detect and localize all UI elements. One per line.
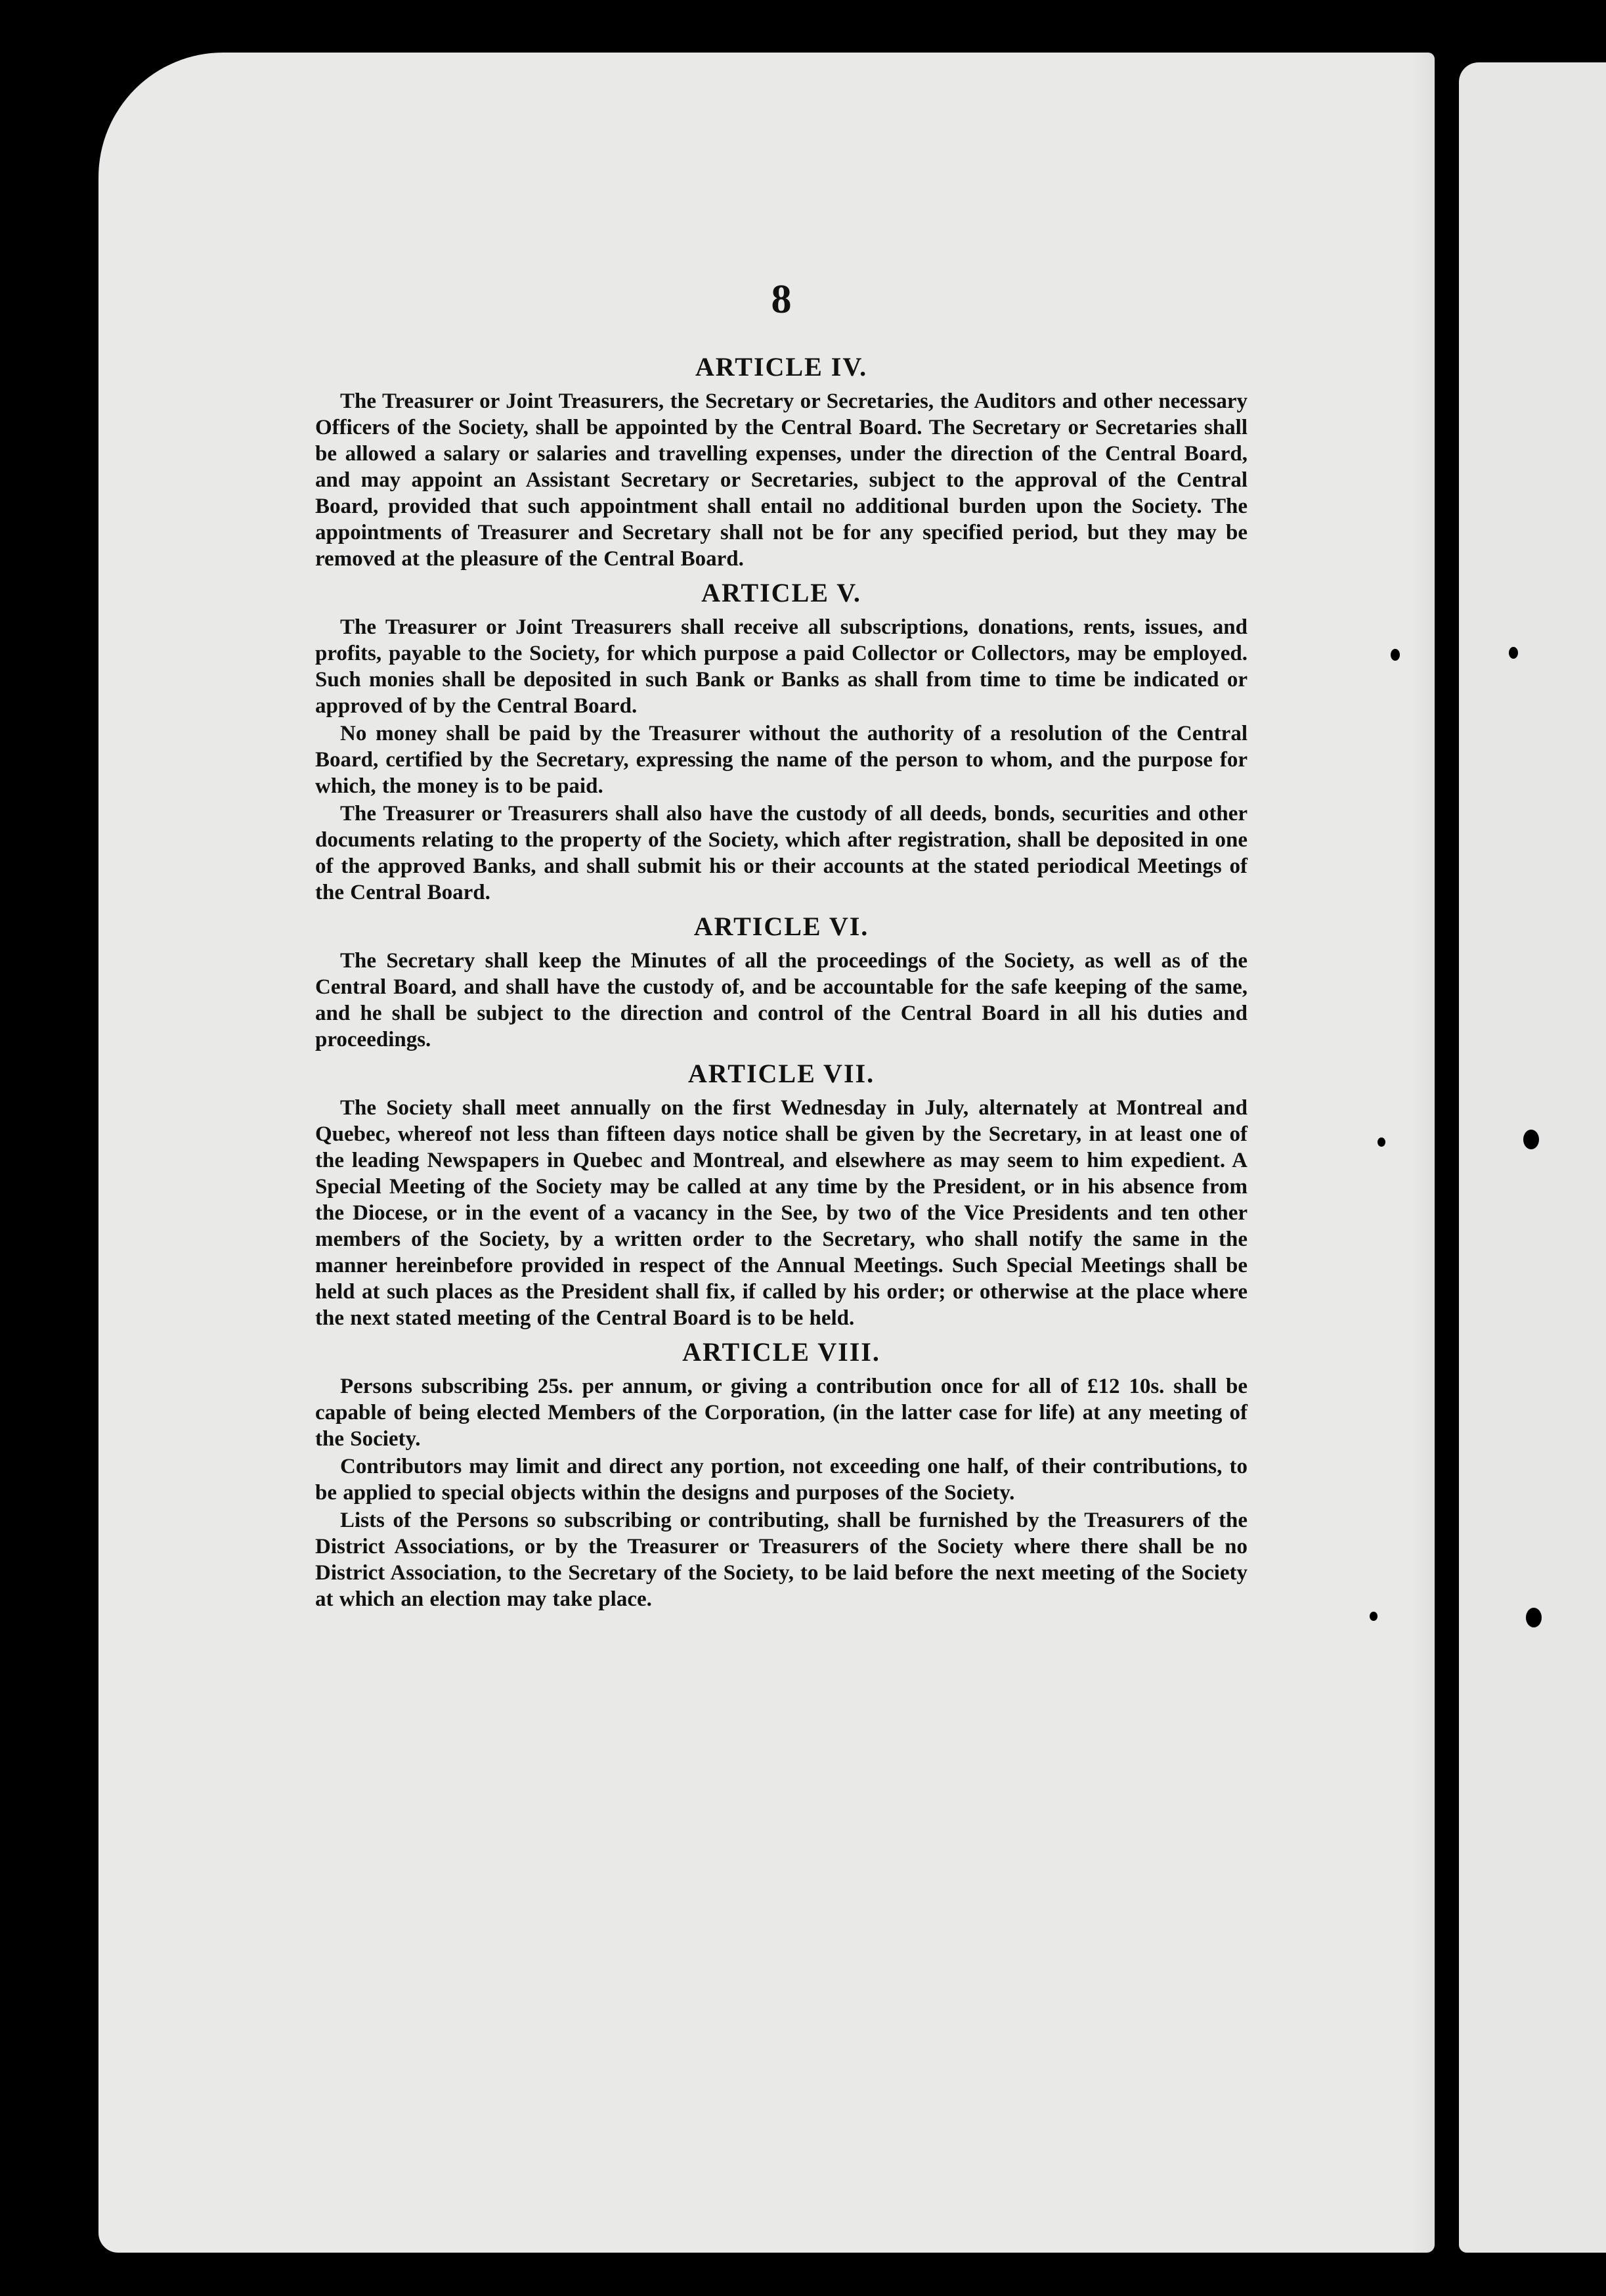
article-paragraph: Lists of the Persons so subscribing or contributing, shall be furnished by the Treasurers of the District Associations, or by the Treasurer or Treasurers of the Society where there shall be no District Association, to the Secretary of the Society, to be laid before the next meeting of the Society at which an election may take place.	[315, 1509, 1248, 1611]
article-heading: ARTICLE VI.	[693, 912, 869, 941]
ink-speck	[1526, 1608, 1542, 1627]
article-7	[315, 1059, 1248, 1331]
article-heading: ARTICLE VIII.	[682, 1337, 880, 1367]
article-paragraph: The Treasurer or Treasurers shall also have the custody of all deeds, bonds, securities and other documents relating to the property of the Society, which after registration, shall be deposited in one of the approved Banks, and shall submit his or their accounts at the stated periodical Meetings of the Central Board.	[315, 802, 1248, 904]
page-number: 8	[771, 277, 792, 322]
article-heading: ARTICLE VII.	[687, 1059, 875, 1088]
article-heading: ARTICLE IV.	[695, 352, 868, 382]
article-heading: ARTICLE V.	[701, 578, 861, 607]
article-paragraph: No money shall be paid by the Treasurer without the authority of a resolution of the Central Board, certified by the Secretary, expressing the name of the person to whom, and the purpose for which, the money is to be paid.	[315, 722, 1248, 798]
ink-speck	[1509, 647, 1518, 659]
ink-speck	[1378, 1137, 1385, 1147]
article-paragraph: Persons subscribing 25s. per annum, or giving a contribution once for all of £12 10s. shall be capable of being elected Members of the Corporation, (in the latter case for life) at any meeting of the Society.	[315, 1375, 1248, 1451]
article-paragraph: The Secretary shall keep the Minutes of all the proceedings of the Society, as well as of the Central Board, and shall have the custody of, and be accountable for the safe keeping of the same, and he shall be subject to the direction and control of the Central Board in all his duties and proceedings.	[315, 949, 1248, 1051]
article-paragraph: The Treasurer or Joint Treasurers shall receive all subscriptions, donations, rents, issues, and profits, payable to the Society, for which purpose a paid Collector or Collectors, may be employed. Such monies shall be deposited in such Bank or Banks as shall from time to time be indicated or approved of by the Central Board.	[315, 615, 1248, 718]
article-paragraph: Contributors may limit and direct any portion, not exceeding one half, of their contributions, to be applied to special objects within the designs and purposes of the Society.	[315, 1455, 1248, 1505]
ink-speck	[1370, 1612, 1378, 1621]
ink-speck	[1391, 649, 1400, 661]
article-4	[315, 353, 1248, 572]
article-6	[315, 912, 1248, 1053]
page-text	[315, 279, 1248, 1614]
facing-page-edge	[1459, 62, 1606, 2253]
article-paragraph: The Treasurer or Joint Treasurers, the Secretary or Secretaries, the Auditors and other necessary Officers of the Society, shall be appointed by the Central Board. The Secretary or Secretaries shall be allowed a salary or salaries and travelling expenses, under the direction of the Central Board, and may appoint an Assistant Secretary or Secretaries, subject to the approval of the Central Board, provided that such appointment shall entail no additional burden upon the Society. The appointments of Treasurer and Secretary shall not be for any specified period, but they may be removed at the pleasure of the Central Board.	[315, 389, 1248, 571]
article-8	[315, 1338, 1248, 1612]
ink-speck	[1523, 1130, 1539, 1149]
article-5	[315, 579, 1248, 906]
article-paragraph: The Society shall meet annually on the first Wednesday in July, alternately at Montreal and Quebec, whereof not less than fifteen days notice shall be given by the Secretary, in at least one of the leading Newspapers in Quebec and Montreal, and elsewhere as may seem to him expedient. A Special Meeting of the Society may be called at any time by the President, or in his absence from the Diocese, or in the event of a vacancy in the See, by two of the Vice Presidents and ten other members of the Society, by a written order to the Secretary, who shall notify the same in the manner hereinbefore provided in respect of the Annual Meetings. Such Special Meetings shall be held at such places as the President shall fix, if called by his order; or otherwise at the place where the next stated meeting of the Central Board is to be held.	[315, 1096, 1248, 1330]
